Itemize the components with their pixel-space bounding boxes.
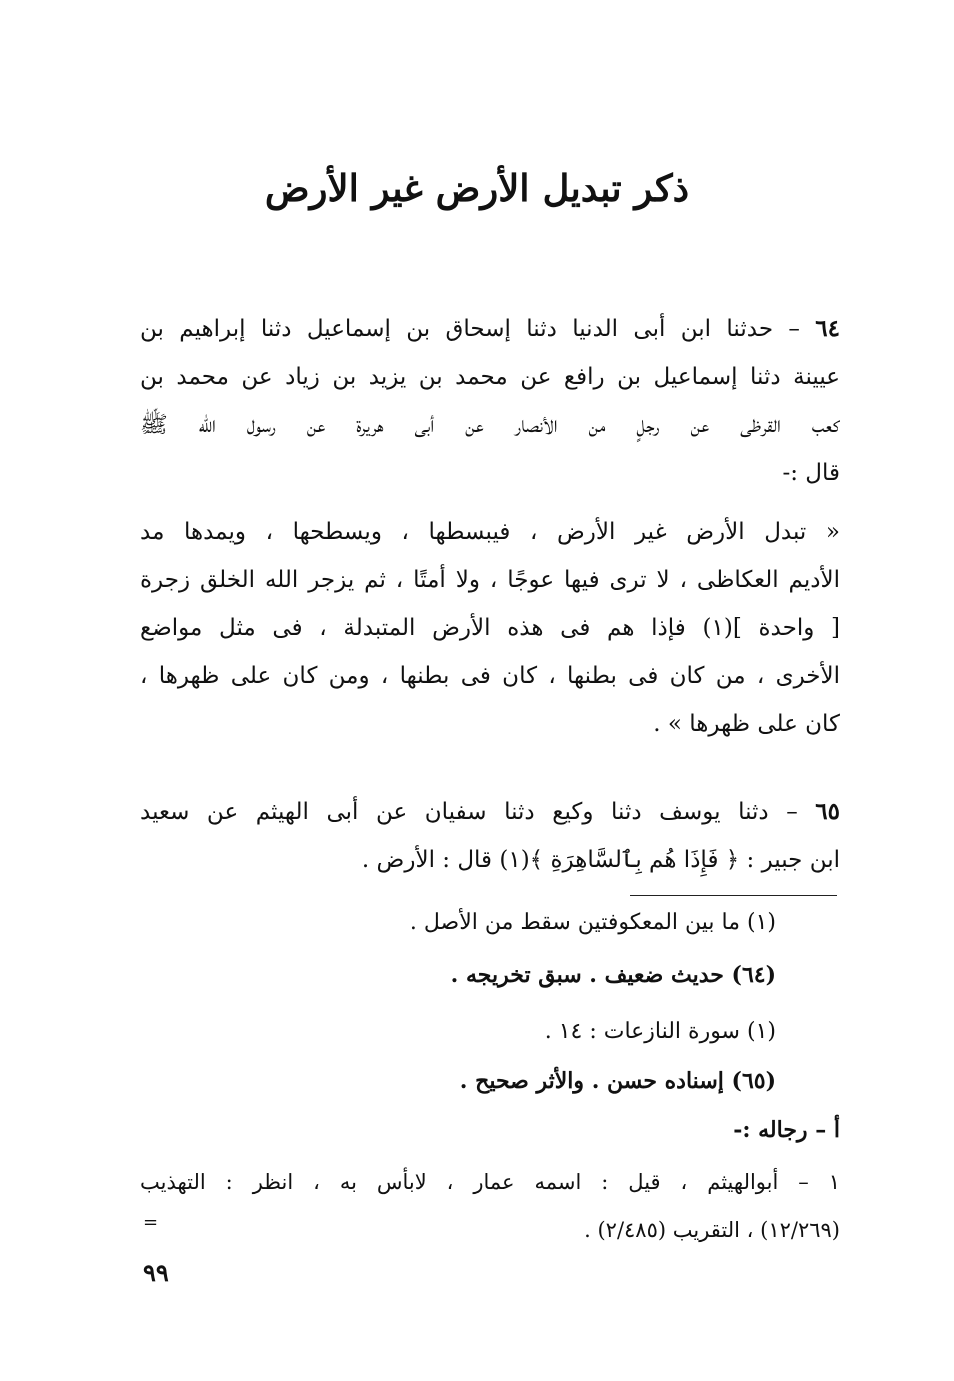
hadith-65-line: ٦٥ – دثنا يوسف دثنا وكيع دثنا سفيان عن أبى الهيثم عن سعيد: [140, 798, 840, 825]
narrator-notes: [140, 1160, 840, 1252]
footnote-divider: [630, 895, 837, 896]
footnote: (٦٥) إسناده حسن . والأثر صحيح .: [459, 1068, 776, 1094]
hadith-64-text: [140, 508, 840, 748]
narrator-note-line: ١ – أبوالهيثم ، قيل : اسمه عمار ، لابأس به ، انظر : التهذيب: [140, 1170, 840, 1194]
hadith-64-line: قال :-: [782, 460, 840, 486]
page-title: ذكر تبديل الأرض غير الأرض: [264, 166, 690, 210]
hadith-number: ٦٥: [815, 798, 840, 825]
hadith-65: [140, 788, 840, 884]
hadith-text-line: « تبدل الأرض غير الأرض ، فيبسطها ، ويسطحها ، ويمدها مد: [140, 519, 840, 545]
continuation-mark: =: [143, 1212, 159, 1233]
hadith-64: [140, 305, 840, 497]
hadith-number: ٦٤: [815, 315, 840, 342]
footnote: (٦٤) حديث ضعيف . سبق تخريجه .: [450, 962, 776, 988]
hadith-text-line: الأخرى ، من كان فى بطنها ، كان فى بطنها ، ومن كان على ظهرها ،: [140, 663, 840, 689]
hadith-text-line: كان على ظهرها » .: [653, 711, 840, 737]
hadith-64-line: ٦٤ – حدثنا ابن أبى الدنيا دثنا إسحاق بن إسماعيل دثنا إبراهيم بن: [140, 315, 840, 342]
hadith-text-line: الأديم العكاظى ، لا ترى فيها عوجًا ، ولا أمتًا ، ثم يزجر الله الخلق زجرة: [140, 567, 840, 593]
hadith-64-line: كعب القرظى عن رجلٍ من الأنصار عن أبى هريرة عن رسول الله ﷺ: [140, 412, 840, 438]
hadith-64-line: عيينة دثنا إسماعيل بن رافع عن محمد بن يزيد بن زياد عن محمد بن: [140, 364, 840, 390]
footnote: (١) ما بين المعكوفتين سقط من الأصل .: [409, 910, 776, 935]
hadith-65-line: ابن جبير : ﴿ فَإِذَا هُم بِٱلسَّاهِرَةِ ﴾(١) قال : الأرض .: [361, 847, 840, 873]
page-number: ٩٩: [143, 1258, 169, 1287]
narrator-note-line: (١٢/٢٦٩) ، التقريب (٢/٤٨٥) .: [584, 1218, 840, 1242]
footnote: (١) سورة النازعات : ١٤ .: [544, 1019, 776, 1044]
subheading: أ – رجاله :-: [733, 1117, 840, 1143]
hadith-text-line: [ واحدة ](١) فإذا هم فى هذه الأرض المتبدلة ، فى مثل مواضع: [140, 615, 840, 641]
